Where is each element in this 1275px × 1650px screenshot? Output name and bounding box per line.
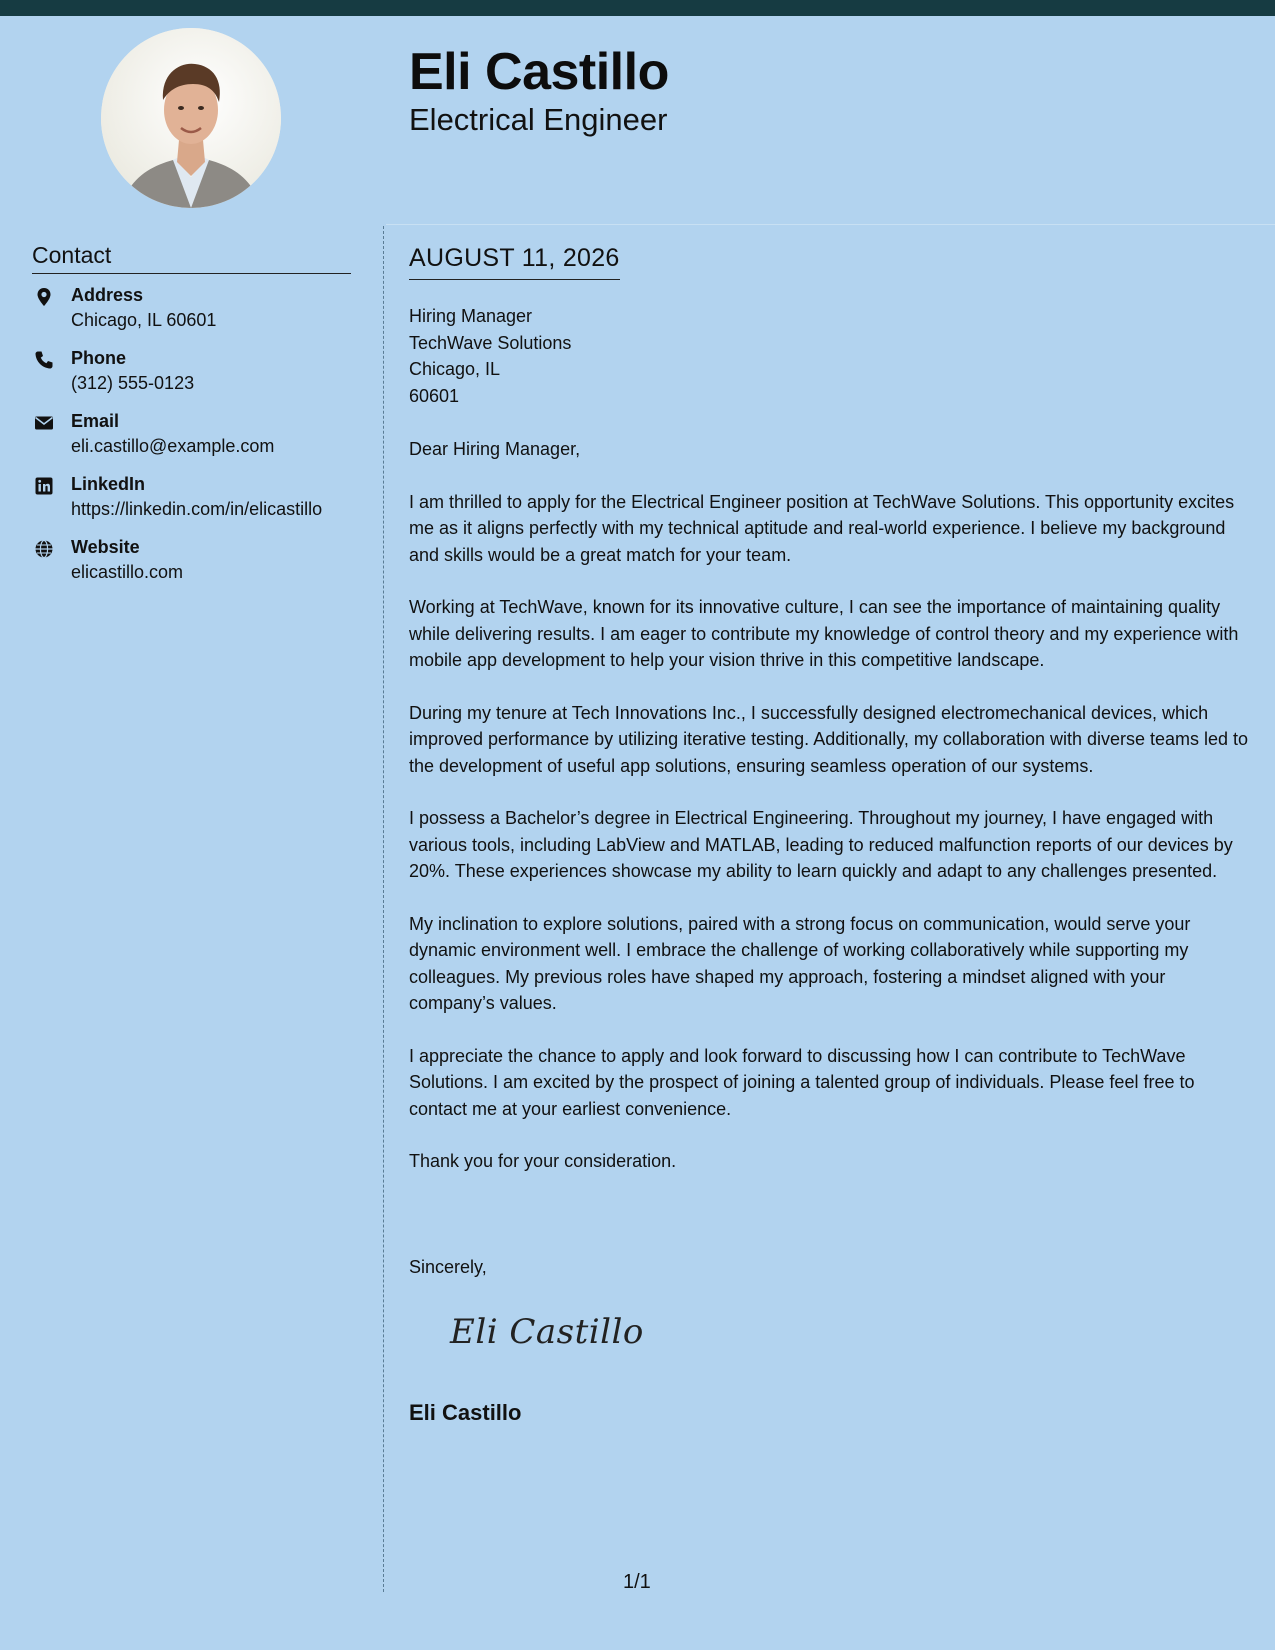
column-divider (383, 226, 384, 1592)
salutation: Dear Hiring Manager, (409, 439, 581, 459)
contact-heading: Contact (32, 242, 351, 274)
profile-photo (101, 28, 281, 208)
contact-label: Email (71, 411, 120, 431)
applicant-name: Eli Castillo (409, 43, 669, 101)
map-pin-icon (34, 287, 54, 307)
recipient-line: Hiring Manager (409, 306, 533, 326)
envelope-icon (34, 413, 54, 433)
contact-value: Chicago, IL 60601 (71, 310, 217, 330)
letter-paragraph: Working at TechWave, known for its innovative culture, I can see the importance of maintaining quality while delivering results. I am eager to contribute my knowledge of control theory and my experience with mobile app development to help your vision thrive in this competitive landscape. (409, 597, 1239, 670)
letter-paragraph: Thank you for your consideration. (409, 1151, 677, 1171)
letter-paragraph: During my tenure at Tech Innovations Inc., I successfully designed electromechanical devices, which improved performance by utilizing iterative testing. Additionally, my collaboration with diverse teams led to the development of useful app solutions, ensuring seamless operation of our systems. (409, 702, 1249, 776)
contact-item-phone (32, 347, 362, 410)
contact-value[interactable]: https://linkedin.com/in/elicastillo (71, 499, 323, 519)
contact-value[interactable]: eli.castillo@example.com (71, 436, 275, 456)
contact-value: (312) 555-0123 (71, 373, 195, 393)
letter-date: AUGUST 11, 2026 (409, 244, 620, 280)
contact-list (32, 284, 362, 599)
contact-label: Address (71, 285, 144, 305)
header-divider (386, 224, 1275, 225)
recipient-line: TechWave Solutions (409, 332, 572, 353)
recipient-line: 60601 (409, 385, 460, 406)
job-title: Electrical Engineer (409, 102, 668, 137)
contact-label: LinkedIn (71, 474, 146, 494)
letter-body (409, 436, 1255, 1201)
recipient-line: Chicago, IL (409, 359, 501, 379)
linkedin-icon (34, 476, 54, 496)
signed-name: Eli Castillo (409, 1400, 522, 1425)
letter-paragraph: I appreciate the chance to apply and look forward to discussing how I can contribute to TechWave Solutions. I am excited by the prospect of joining a talented group of individuals. Please feel free to contact me at your earliest convenience. (409, 1045, 1195, 1119)
contact-value[interactable]: elicastillo.com (71, 562, 184, 582)
contact-item-website (32, 536, 362, 599)
letter-paragraph: My inclination to explore solutions, paired with a strong focus on communication, would serve your dynamic environment well. I embrace the challenge of working collaboratively while supporting my colleagues. My previous roles have shaped my approach, fostering a mindset aligned with your company’s values. (409, 913, 1191, 1013)
letter-paragraph: I possess a Bachelor’s degree in Electrical Engineering. Throughout my journey, I have engaged with various tools, including LabView and MATLAB, leading to reduced malfunction reports of our devices by 20%. These experiences showcase my ability to learn quickly and adapt to any challenges presented. (409, 808, 1233, 881)
top-bar (0, 0, 1275, 16)
closing: Sincerely, (409, 1257, 487, 1277)
contact-item-email (32, 410, 362, 473)
contact-label: Phone (71, 348, 127, 368)
contact-label: Website (71, 537, 140, 557)
recipient-block (409, 303, 571, 409)
signature: Eli Castillo (450, 1312, 644, 1352)
phone-icon (34, 350, 54, 370)
contact-item-address (32, 284, 362, 347)
globe-icon (34, 539, 54, 559)
page-number: 1/1 (623, 1571, 651, 1593)
letter-paragraph: I am thrilled to apply for the Electrical Engineer position at TechWave Solutions. This opportunity excites me as it aligns perfectly with my technical aptitude and real-world experience. I believe my background and skills would be a great match for your team. (409, 491, 1235, 565)
contact-item-linkedin (32, 473, 362, 536)
